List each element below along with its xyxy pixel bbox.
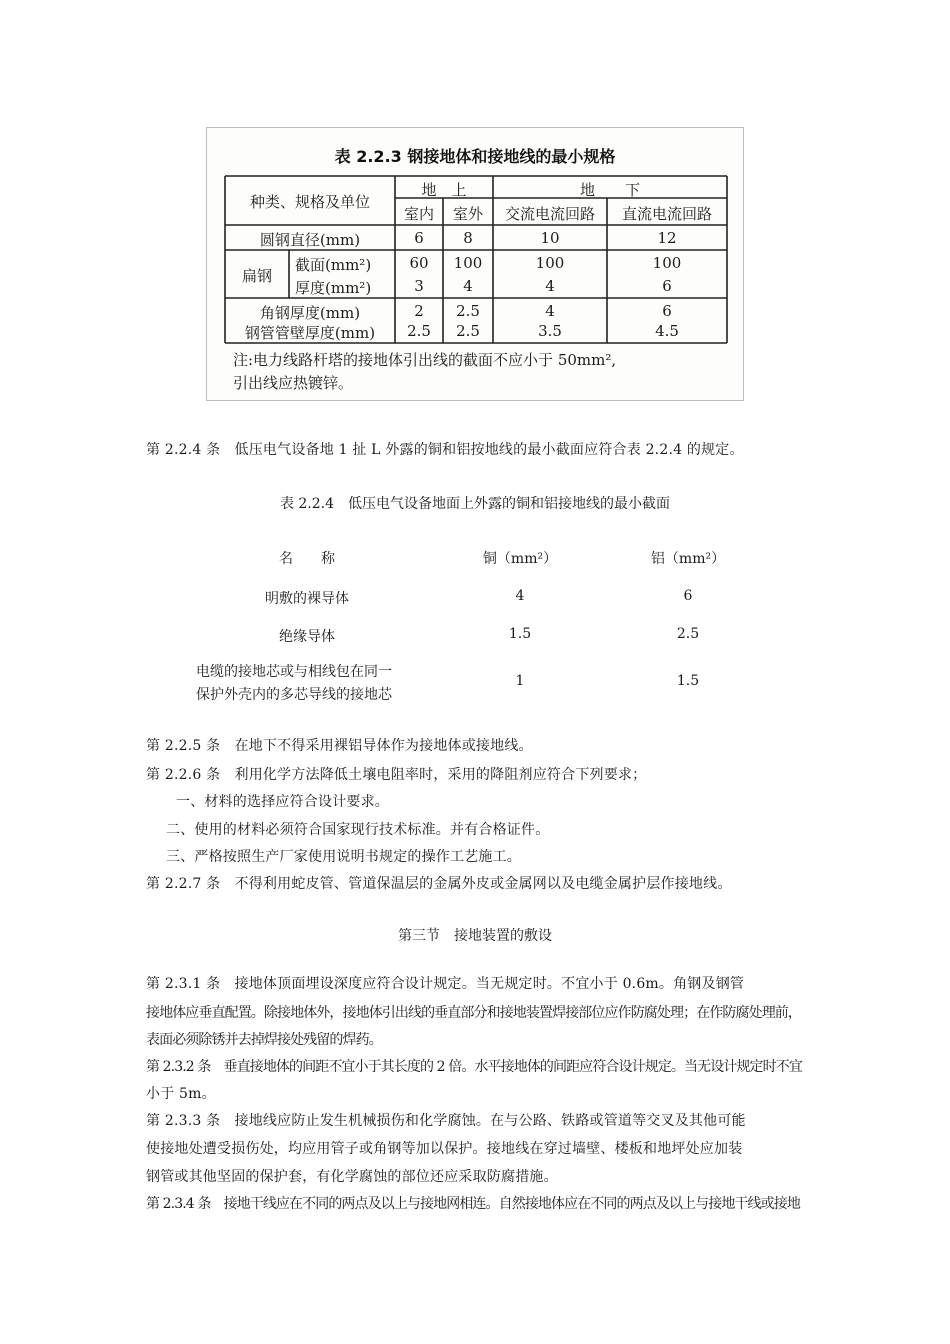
table-row-al: 2.5	[676, 626, 700, 642]
scan-cell: 100	[453, 254, 483, 272]
scan-header-outdoor: 室外	[452, 205, 484, 223]
article-2-2-6-item-3: 三、严格按照生产厂家使用说明书规定的操作工艺施工。	[166, 849, 521, 865]
scanned-table-image	[206, 127, 744, 401]
scan-note-line2: 引出线应热镀锌。	[233, 374, 354, 392]
scan-note-line1: 注:电力线路杆塔的接地体引出线的截面不应小于 50mm²,	[233, 351, 617, 369]
scan-cell: 6	[414, 229, 424, 247]
scan-cell: 8	[463, 229, 473, 247]
scan-cell: 4.5	[655, 322, 679, 340]
scan-cell: 6	[662, 277, 672, 295]
scan-cell: 3	[414, 277, 424, 295]
table-header-name: 名 称	[279, 551, 335, 567]
scan-cell: 3.5	[538, 322, 562, 340]
section-title: 第三节 接地装置的敷设	[398, 928, 552, 944]
table-header-al: 铝（mm²）	[650, 551, 726, 567]
scan-cell: 2.5	[456, 322, 480, 340]
article-2-3-1-line2: 接地体应垂直配置。除接地体外，接地体引出线的垂直部分和接地装置焊接部位应作防腐处理；在作防腐处理前，	[146, 1005, 801, 1021]
scan-row-label: 圆钢直径(mm)	[259, 231, 361, 249]
table-row-cu: 4	[515, 588, 525, 604]
article-2-3-3-line1: 第 2.3.3 条 接地线应防止发生机械损伤和化学腐蚀。在与公路、铁路或管道等交叉及其他可能	[146, 1113, 746, 1129]
scan-cell: 2	[414, 302, 424, 320]
scan-cell: 6	[662, 302, 672, 320]
scan-row-label: 截面(mm²)	[295, 256, 372, 274]
article-2-2-6-item-2: 二、使用的材料必须符合国家现行技术标准。并有合格证件。	[166, 822, 550, 838]
article-2-3-2-line1: 第 2.3.2 条 垂直接地体的间距不宜小于其长度的 2 倍。水平接地体的间距应符合设计规定。当无设计规定时不宜	[146, 1059, 802, 1075]
table-row-name-line1: 电缆的接地芯或与相线包在同一	[196, 664, 392, 680]
scan-cell: 4	[545, 277, 555, 295]
table-2-2-4-caption: 表 2.2.4 低压电气设备地面上外露的铜和铝接地线的最小截面	[279, 496, 671, 512]
scan-cell: 100	[652, 254, 682, 272]
scan-row-label: 扁钢	[241, 267, 273, 285]
article-2-2-6: 第 2.2.6 条 利用化学方法降低土壤电阻率时，采用的降阻剂应符合下列要求；	[146, 767, 647, 783]
table-row-name-line2: 保护外壳内的多芯导线的接地芯	[196, 687, 392, 703]
scan-header-dc: 直流电流回路	[621, 205, 713, 223]
article-2-3-3-line3: 钢管或其他坚固的保护套，有化学腐蚀的部位还应采取防腐措施。	[146, 1169, 558, 1185]
scan-cell: 10	[540, 229, 560, 247]
scan-header-above: 地 上	[421, 181, 467, 199]
table-row-cu: 1	[515, 673, 525, 689]
scan-cell: 60	[409, 254, 429, 272]
table-row-al: 6	[683, 588, 693, 604]
scan-header-kind: 种类、规格及单位	[249, 193, 371, 211]
table-row-al: 1.5	[676, 673, 700, 689]
scan-cell: 4	[463, 277, 473, 295]
article-2-3-2-line2: 小于 5m。	[146, 1086, 216, 1102]
scan-cell: 4	[545, 302, 555, 320]
article-2-3-1-line3: 表面必须除锈并去掉焊接处残留的焊药。	[146, 1032, 382, 1048]
table-row-name: 明敷的裸导体	[265, 591, 349, 607]
article-2-2-5: 第 2.2.5 条 在地下不得采用裸铝导体作为接地体或接地线。	[146, 738, 533, 754]
article-2-2-7: 第 2.2.7 条 不得利用蛇皮管、管道保温层的金属外皮或金属网以及电缆金属护层作接地线。	[146, 876, 732, 892]
article-2-3-3-line2: 使接地处遭受损伤处，均应用管子或角钢等加以保护。接地线在穿过墙壁、楼板和地坪处应加装	[146, 1141, 743, 1157]
table-row-name: 绝缘导体	[279, 629, 335, 645]
scan-header-below: 地 下	[579, 181, 641, 199]
article-2-2-4: 第 2.2.4 条 低压电气设备地 1 扯 L 外露的铜和铝按地线的最小截面应符合表 2.2.4 的规定。	[146, 442, 744, 458]
scan-header-indoor: 室内	[403, 205, 435, 223]
scan-table-title: 表 2.2.3 钢接地体和接地线的最小规格	[334, 147, 616, 166]
table-header-cu: 铜（mm²）	[482, 551, 558, 567]
article-2-2-6-item-1: 一、材料的选择应符合设计要求。	[176, 794, 389, 810]
article-2-3-4-line1: 第 2.3.4 条 接地干线应在不同的两点及以上与接地网相连。自然接地体应在不同的两点及以上与接地干线或接地	[146, 1196, 800, 1212]
scan-row-label: 角钢厚度(mm)	[259, 304, 361, 322]
scan-cell: 2.5	[456, 302, 480, 320]
scan-row-label: 钢管管壁厚度(mm)	[244, 324, 376, 342]
scan-row-label: 厚度(mm²)	[295, 279, 372, 297]
scan-cell: 12	[657, 229, 677, 247]
scan-header-ac: 交流电流回路	[504, 205, 596, 223]
article-2-3-1-line1: 第 2.3.1 条 接地体顶面埋设深度应符合设计规定。当无规定时。不宜小于 0.6m。角钢及钢管	[146, 976, 745, 992]
table-row-cu: 1.5	[508, 626, 532, 642]
scan-cell: 100	[535, 254, 565, 272]
scan-cell: 2.5	[407, 322, 431, 340]
